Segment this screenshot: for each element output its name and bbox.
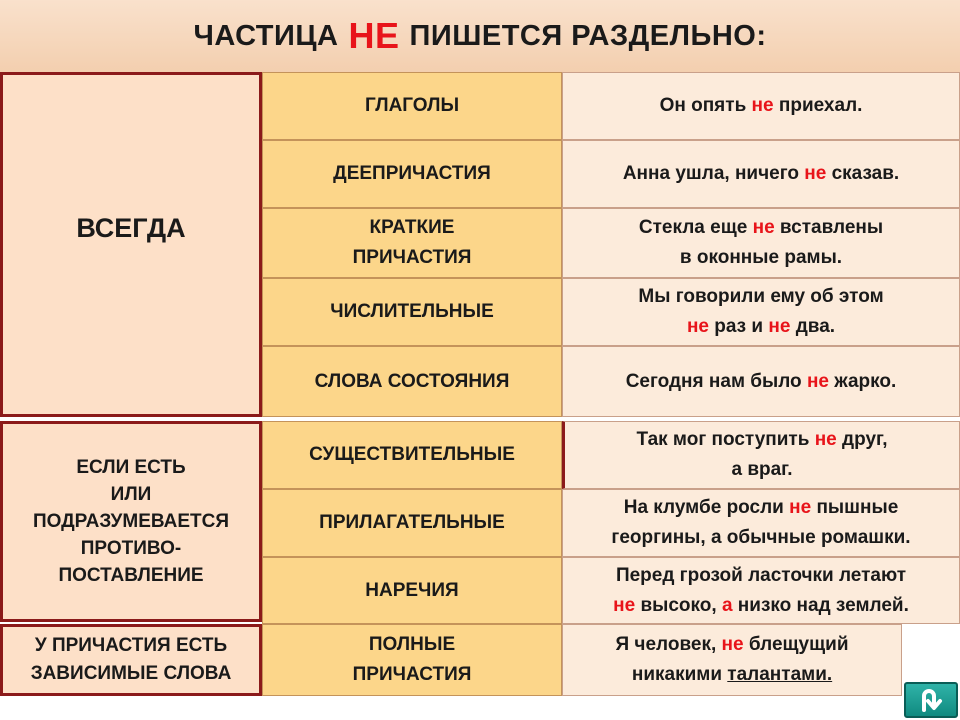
particle-ne: не <box>686 316 709 337</box>
example-text <box>623 159 899 189</box>
particle-ne: не <box>752 217 775 238</box>
example-fragment: никакими <box>631 664 728 685</box>
example-cell <box>562 624 902 696</box>
pos-cell <box>262 489 562 557</box>
example-fragment: блещущий <box>743 634 849 655</box>
example-fragment: вставлены <box>774 217 884 238</box>
particle-ne: не <box>768 316 791 337</box>
example-cell <box>562 421 960 489</box>
particle-ne: а <box>721 594 733 616</box>
pos-cell <box>262 346 562 417</box>
back-button[interactable] <box>904 682 958 718</box>
group-participle-line: У ПРИЧАСТИЯ ЕСТЬ <box>34 635 228 656</box>
example-line <box>616 660 849 690</box>
pos-cell <box>262 72 562 140</box>
example-line <box>636 455 887 485</box>
example-cell <box>562 208 960 278</box>
group-opposition-line: ИЛИ <box>110 484 152 505</box>
group-always-label: ВСЕГДА <box>76 213 186 243</box>
example-line <box>611 523 910 553</box>
group-always <box>0 72 262 417</box>
example-cell <box>562 140 960 208</box>
group-opposition-line: ПРОТИВО- <box>80 538 182 559</box>
example-line <box>639 213 883 243</box>
pos-cell <box>262 624 562 696</box>
example-fragment: Сегодня нам было <box>625 370 807 392</box>
particle-ne: не <box>613 594 636 616</box>
return-arrow-icon <box>918 688 944 712</box>
pos-label: ПРИЛАГАТЕЛЬНЫЕ <box>319 512 505 533</box>
particle-ne: не <box>806 370 829 392</box>
example-text <box>616 630 849 690</box>
group-opposition-line: ЕСЛИ ЕСТЬ <box>76 457 186 478</box>
example-fragment: приехал. <box>773 95 863 116</box>
pos-label: ГЛАГОЛЫ <box>364 95 460 116</box>
group-opposition <box>0 421 262 622</box>
title-part2: ПИШЕТСЯ РАЗДЕЛЬНО: <box>409 19 767 52</box>
example-cell <box>562 278 960 346</box>
group-participle <box>0 624 262 696</box>
group-opposition-line: ПОДРАЗУМЕВАЕТСЯ <box>32 511 230 532</box>
example-fragment: Анна ушла, ничего <box>622 163 805 184</box>
example-fragment: георгины, а обычные ромашки. <box>611 527 911 548</box>
example-text <box>611 493 910 553</box>
pos-label: ЧИСЛИТЕЛЬНЫЕ <box>330 301 494 322</box>
particle-ne: не <box>814 429 837 450</box>
title-highlight: НЕ <box>348 15 400 56</box>
example-text <box>613 561 909 621</box>
example-fragment: жарко. <box>829 370 897 392</box>
pos-label: ПРИЧАСТИЯ <box>352 664 472 685</box>
example-line <box>639 243 883 273</box>
example-fragment: в оконные рамы. <box>679 247 843 268</box>
example-fragment: Стекла еще <box>638 217 753 238</box>
pos-cell <box>262 557 562 624</box>
page-title <box>0 0 960 74</box>
example-fragment: а враг. <box>731 459 793 480</box>
pos-cell <box>262 208 562 278</box>
example-line <box>616 630 849 660</box>
pos-cell <box>262 421 562 489</box>
example-fragment: пышные <box>811 497 899 518</box>
pos-label: СУЩЕСТВИТЕЛЬНЫЕ <box>309 444 515 465</box>
example-text <box>660 91 863 121</box>
example-fragment: раз и <box>709 316 769 337</box>
example-fragment: два. <box>790 316 836 337</box>
group-participle-line: ЗАВИСИМЫЕ СЛОВА <box>30 663 232 684</box>
example-line <box>611 493 910 523</box>
example-fragment: друг, <box>836 429 888 450</box>
example-line <box>613 591 909 621</box>
example-fragment: На клумбе росли <box>623 497 790 518</box>
example-line <box>636 425 887 455</box>
example-fragment: Так мог поступить <box>636 429 815 450</box>
example-text <box>638 282 883 342</box>
example-text <box>636 425 887 485</box>
example-cell <box>562 557 960 624</box>
example-fragment: Перед грозой ласточки летают <box>615 564 907 586</box>
example-fragment: талантами. <box>727 664 833 685</box>
example-fragment: Я человек, <box>615 634 722 655</box>
example-text <box>626 367 897 397</box>
example-text <box>639 213 883 273</box>
example-line <box>613 561 909 591</box>
pos-label: НАРЕЧИЯ <box>365 579 459 601</box>
particle-ne: не <box>721 634 744 655</box>
pos-label: ПРИЧАСТИЯ <box>352 247 472 268</box>
pos-label: ПОЛНЫЕ <box>368 634 456 655</box>
example-line <box>660 91 863 121</box>
example-line <box>638 312 883 342</box>
example-fragment: низко над землей. <box>732 594 909 616</box>
particle-ne: не <box>804 163 827 184</box>
pos-label: КРАТКИЕ <box>369 217 455 238</box>
example-cell <box>562 489 960 557</box>
example-cell <box>562 346 960 417</box>
pos-cell <box>262 140 562 208</box>
example-fragment: сказав. <box>826 163 900 184</box>
pos-label: СЛОВА СОСТОЯНИЯ <box>314 370 510 392</box>
example-fragment: Мы говорили ему об этом <box>638 286 884 307</box>
example-line <box>638 282 883 312</box>
pos-label: ДЕЕПРИЧАСТИЯ <box>333 163 491 184</box>
title-part1: ЧАСТИЦА <box>193 19 339 52</box>
particle-ne: не <box>751 95 774 116</box>
example-fragment: Он опять <box>659 95 752 116</box>
example-cell <box>562 72 960 140</box>
example-line <box>623 159 899 189</box>
example-line <box>626 367 897 397</box>
example-fragment: высоко, <box>635 594 722 616</box>
group-opposition-line: ПОСТАВЛЕНИЕ <box>58 565 204 586</box>
particle-ne: не <box>789 497 812 518</box>
pos-cell <box>262 278 562 346</box>
